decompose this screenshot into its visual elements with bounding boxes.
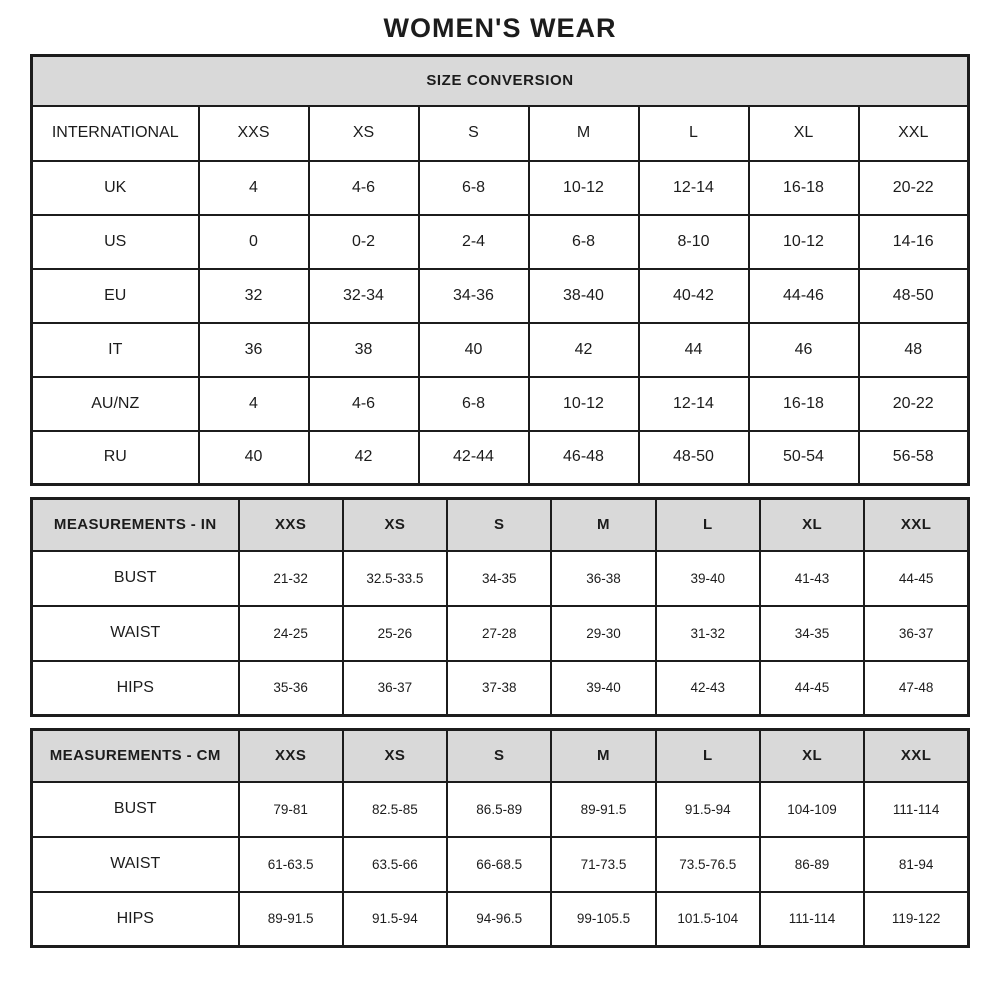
table-cell: 8-10 — [639, 215, 749, 269]
table-cell: 36 — [199, 323, 309, 377]
table-cell: 86.5-89 — [447, 782, 551, 837]
table-cell: 111-114 — [760, 892, 864, 947]
size-column-header: S — [447, 499, 551, 551]
table-cell: 20-22 — [859, 377, 969, 431]
table-cell: 34-36 — [419, 269, 529, 323]
size-column-header: XXS — [239, 730, 343, 782]
table-cell: 41-43 — [760, 551, 864, 606]
table-cell: 40 — [419, 323, 529, 377]
table-cell: 63.5-66 — [343, 837, 447, 892]
table-cell: 21-32 — [239, 551, 343, 606]
size-column-header: XS — [343, 499, 447, 551]
table-cell: 40 — [199, 431, 309, 485]
row-label: HIPS — [32, 661, 239, 716]
row-label: EU — [32, 269, 199, 323]
table-title: SIZE CONVERSION — [32, 56, 969, 106]
header-row — [32, 730, 969, 782]
row-label: RU — [32, 431, 199, 485]
table-cell: 4 — [199, 161, 309, 215]
table-cell: 73.5-76.5 — [656, 837, 760, 892]
table-name-header: MEASUREMENTS - CM — [32, 730, 239, 782]
measurements-in-table — [30, 497, 970, 717]
table-row — [32, 837, 969, 892]
table-cell: 111-114 — [864, 782, 968, 837]
table-row — [32, 377, 969, 431]
table-cell: 42 — [529, 323, 639, 377]
header-row — [32, 499, 969, 551]
size-column-header: XXL — [864, 499, 968, 551]
measurements-cm-table — [30, 728, 970, 948]
row-label: BUST — [32, 551, 239, 606]
table-cell: 32.5-33.5 — [343, 551, 447, 606]
table-cell: 61-63.5 — [239, 837, 343, 892]
row-label: WAIST — [32, 837, 239, 892]
table-row — [32, 215, 969, 269]
table-cell: 25-26 — [343, 606, 447, 661]
table-cell: 46-48 — [529, 431, 639, 485]
table-cell: 104-109 — [760, 782, 864, 837]
table-cell: 46 — [749, 323, 859, 377]
table-cell: 12-14 — [639, 377, 749, 431]
table-cell: 16-18 — [749, 161, 859, 215]
table-cell: 34-35 — [447, 551, 551, 606]
size-column-header: M — [529, 106, 639, 161]
size-column-header: S — [419, 106, 529, 161]
table-cell: 56-58 — [859, 431, 969, 485]
table-cell: 14-16 — [859, 215, 969, 269]
table-cell: 12-14 — [639, 161, 749, 215]
table-cell: 0-2 — [309, 215, 419, 269]
table-cell: 81-94 — [864, 837, 968, 892]
table-cell: 44-46 — [749, 269, 859, 323]
table-cell: 71-73.5 — [551, 837, 655, 892]
table-cell: 66-68.5 — [447, 837, 551, 892]
table-cell: 37-38 — [447, 661, 551, 716]
size-column-header: XXL — [864, 730, 968, 782]
table-cell: 39-40 — [551, 661, 655, 716]
table-cell: 119-122 — [864, 892, 968, 947]
table-row — [32, 431, 969, 485]
table-cell: 48-50 — [859, 269, 969, 323]
table-row — [32, 323, 969, 377]
table-cell: 29-30 — [551, 606, 655, 661]
table-cell: 39-40 — [656, 551, 760, 606]
row-label: WAIST — [32, 606, 239, 661]
table-cell: 4 — [199, 377, 309, 431]
size-column-header: XL — [749, 106, 859, 161]
table-row — [32, 269, 969, 323]
size-column-header: L — [656, 730, 760, 782]
table-cell: 34-35 — [760, 606, 864, 661]
table-cell: 10-12 — [529, 377, 639, 431]
header-row — [32, 106, 969, 161]
table-row — [32, 661, 969, 716]
size-column-header: L — [656, 499, 760, 551]
table-cell: 36-37 — [864, 606, 968, 661]
table-cell: 0 — [199, 215, 309, 269]
table-cell: 89-91.5 — [551, 782, 655, 837]
size-conversion-table — [30, 54, 970, 486]
table-name-header: INTERNATIONAL — [32, 106, 199, 161]
table-cell: 47-48 — [864, 661, 968, 716]
table-row — [32, 606, 969, 661]
row-label: IT — [32, 323, 199, 377]
row-label: UK — [32, 161, 199, 215]
size-column-header: M — [551, 499, 655, 551]
table-cell: 4-6 — [309, 161, 419, 215]
table-cell: 48-50 — [639, 431, 749, 485]
table-cell: 50-54 — [749, 431, 859, 485]
table-cell: 4-6 — [309, 377, 419, 431]
size-column-header: XL — [760, 499, 864, 551]
size-column-header: XXS — [239, 499, 343, 551]
page-title: WOMEN'S WEAR — [383, 13, 617, 43]
table-title-row — [32, 56, 969, 106]
size-column-header: XXL — [859, 106, 969, 161]
row-label: US — [32, 215, 199, 269]
table-cell: 6-8 — [419, 161, 529, 215]
size-column-header: L — [639, 106, 749, 161]
table-cell: 91.5-94 — [656, 782, 760, 837]
table-cell: 86-89 — [760, 837, 864, 892]
table-cell: 38-40 — [529, 269, 639, 323]
table-cell: 89-91.5 — [239, 892, 343, 947]
table-cell: 32-34 — [309, 269, 419, 323]
table-cell: 94-96.5 — [447, 892, 551, 947]
table-cell: 36-38 — [551, 551, 655, 606]
table-row — [32, 551, 969, 606]
table-cell: 99-105.5 — [551, 892, 655, 947]
table-cell: 101.5-104 — [656, 892, 760, 947]
table-cell: 10-12 — [749, 215, 859, 269]
table-cell: 79-81 — [239, 782, 343, 837]
row-label: AU/NZ — [32, 377, 199, 431]
table-row — [32, 892, 969, 947]
table-cell: 44-45 — [760, 661, 864, 716]
table-cell: 16-18 — [749, 377, 859, 431]
table-cell: 10-12 — [529, 161, 639, 215]
size-column-header: S — [447, 730, 551, 782]
table-cell: 31-32 — [656, 606, 760, 661]
table-cell: 91.5-94 — [343, 892, 447, 947]
table-cell: 6-8 — [529, 215, 639, 269]
size-column-header: XS — [309, 106, 419, 161]
table-cell: 2-4 — [419, 215, 529, 269]
table-cell: 6-8 — [419, 377, 529, 431]
table-cell: 44-45 — [864, 551, 968, 606]
row-label: HIPS — [32, 892, 239, 947]
size-column-header: XS — [343, 730, 447, 782]
table-row — [32, 161, 969, 215]
table-cell: 27-28 — [447, 606, 551, 661]
table-cell: 32 — [199, 269, 309, 323]
table-cell: 42 — [309, 431, 419, 485]
size-column-header: XL — [760, 730, 864, 782]
table-cell: 44 — [639, 323, 749, 377]
size-column-header: XXS — [199, 106, 309, 161]
table-cell: 36-37 — [343, 661, 447, 716]
table-cell: 24-25 — [239, 606, 343, 661]
table-name-header: MEASUREMENTS - IN — [32, 499, 239, 551]
table-cell: 42-44 — [419, 431, 529, 485]
table-cell: 82.5-85 — [343, 782, 447, 837]
table-cell: 38 — [309, 323, 419, 377]
table-cell: 35-36 — [239, 661, 343, 716]
table-cell: 40-42 — [639, 269, 749, 323]
table-cell: 48 — [859, 323, 969, 377]
table-cell: 20-22 — [859, 161, 969, 215]
row-label: BUST — [32, 782, 239, 837]
size-column-header: M — [551, 730, 655, 782]
table-row — [32, 782, 969, 837]
table-cell: 42-43 — [656, 661, 760, 716]
